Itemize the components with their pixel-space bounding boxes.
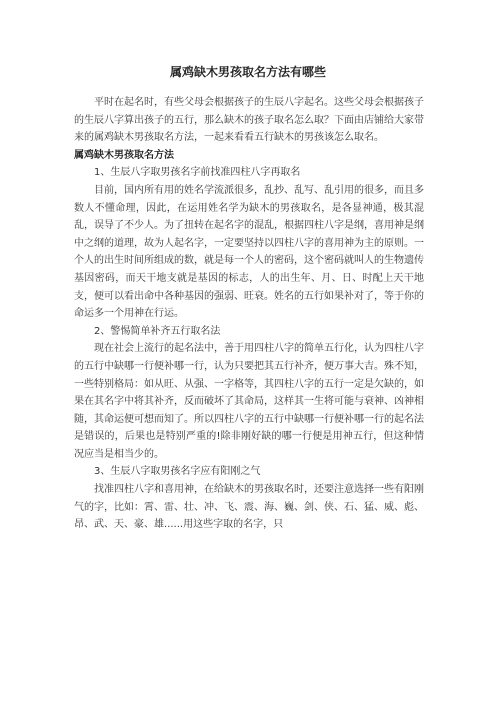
subsection-title-2: 2、警惕简单补齐五行取名法 — [94, 325, 221, 337]
subsection-title-1: 1、生辰八字取男孩名字前找准四柱八字再取名 — [94, 167, 301, 179]
subsection-paragraph-1: 目前，国内所有用的姓名学流派很多，乱抄、乱写、乱引用的很多，而且多数人不懂命理，因此，在运用姓名学为缺木的男孩取名，是各显神通，极其混乱，误导了不少人。为了扭转在起名字的混乱，根据四柱八字是纲，喜用神是纲中之纲的道理，故为人起名字，一定要坚持以四柱八字的喜用神为主的原则。一个人的出生时间所组成的数，就是每一个人的密码，这个密码就叫人的生物遗传基因密码，而天干地支就是基因的标志，人的出生年、月、日、时配上天干地支，便可以看出命中各种基因的强弱、旺衰。姓名的五行如果补对了，等于你的命运多一个用神在行运。 — [74, 184, 424, 320]
page-title: 属鸡缺木男孩取名方法有哪些 — [169, 65, 326, 79]
subsection-title-3: 3、生辰八字取男孩名字应有阳刚之气 — [94, 466, 261, 478]
section-heading: 属鸡缺木男孩取名方法 — [74, 149, 174, 161]
intro-paragraph: 平时在起名时，有些父母会根据孩子的生辰八字起名。这些父母会根据孩子的生辰八字算出孩子的五行，那么缺木的孩子取名怎么取？下面由店铺给大家带来的属鸡缺木男孩取名方法，一起来看看五行缺木的男孩该怎么取名。 — [74, 97, 424, 144]
subsection-paragraph-2: 现在社会上流行的起名法中，善于用四柱八字的简单五行化，认为四柱八字的五行中缺哪一行便补哪一行，认为只要把其五行补齐，便万事大吉。殊不知，一些特别格局：如从旺、从强、一字格等，其四柱八字的五行一定是欠缺的，如果在其名字中将其补齐，反而破坏了其命局，这样其一生将可能与衰神、凶神相随，其命运便可想而知了。所以四柱八字的五行中缺哪一行便补哪一行的起名法是错误的，后果也是特别严重的!除非刚好缺的哪一行便是用神五行，但这种情况应当是相当少的。 — [74, 343, 424, 460]
subsection-paragraph-3: 找准四柱八字和喜用神，在给缺木的男孩取名时，还要注意选择一些有阳刚气的字，比如：霄、雷、壮、冲、飞、震、海、巍、剑、侠、石、猛、威、彪、昂、武、天、豪、雄......用这些字取的名字，只 — [74, 484, 424, 531]
article-body — [74, 94, 424, 534]
